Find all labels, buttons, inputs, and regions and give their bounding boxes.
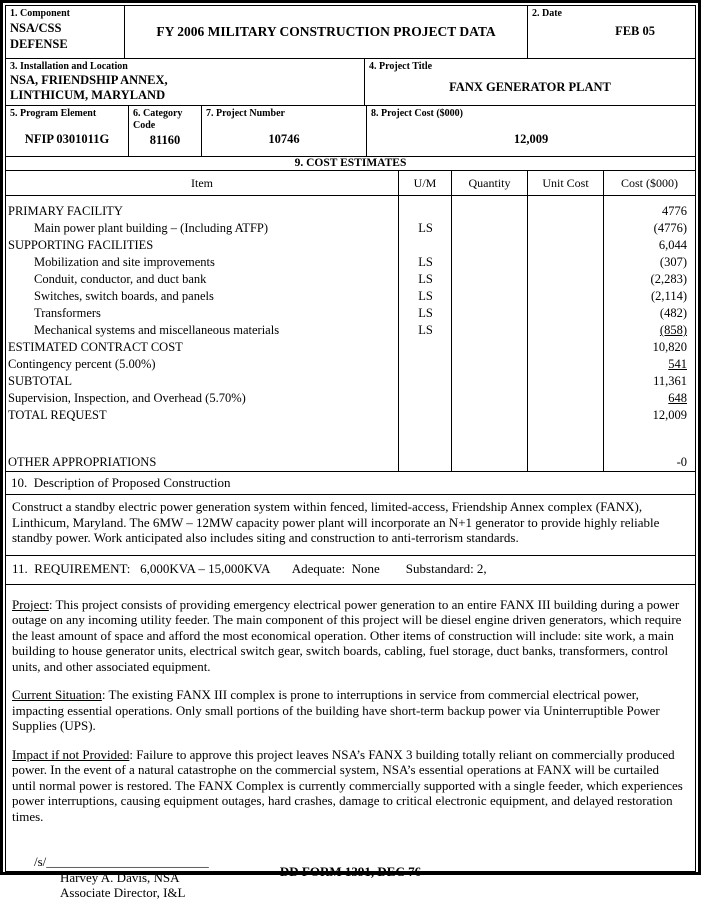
paragraph-label: Project (12, 596, 49, 612)
project-number-value: 10746 (268, 132, 300, 146)
table-row (6, 220, 695, 237)
project-number-cell (201, 106, 366, 156)
installation-value-line1: NSA, FRIENDSHIP ANNEX, (10, 73, 168, 87)
project-title-cell (364, 59, 695, 105)
column-header-um: U/M (398, 171, 451, 195)
cost-table-body (6, 196, 695, 472)
unit-cost-cell (528, 220, 604, 237)
table-row (6, 322, 695, 339)
installation-row (6, 59, 695, 106)
um-cell (399, 390, 452, 407)
requirement-line: 11. REQUIREMENT: 6,000KVA – 15,000KVA Adequate: None Substandard: 2, (6, 556, 695, 585)
unit-cost-cell (528, 305, 604, 322)
item-cell: TOTAL REQUEST (8, 408, 107, 422)
signature-line: /s/_________________________ (34, 854, 209, 869)
um-cell (399, 356, 452, 373)
unit-cost-cell (528, 373, 604, 390)
footer-text: DD FORM 1391, DEC 76 (279, 864, 422, 879)
um-cell: LS (418, 255, 433, 269)
category-code-value: 81160 (149, 133, 181, 147)
category-code-label: 6. Category Code (133, 108, 183, 131)
item-cell: Contingency percent (5.00%) (8, 357, 156, 371)
quantity-cell (452, 407, 528, 424)
quantity-cell (452, 305, 528, 322)
signature-name: Harvey A. Davis, NSA (60, 869, 180, 885)
requirement-paragraphs (6, 585, 695, 825)
table-row (6, 254, 695, 271)
column-divider (527, 196, 528, 471)
um-cell: LS (418, 221, 433, 235)
column-header-cost: Cost ($000) (603, 171, 695, 195)
cost-cell: 541 (668, 357, 687, 371)
um-cell (399, 407, 452, 424)
column-header-quantity: Quantity (451, 171, 527, 195)
item-cell: OTHER APPROPRIATIONS (8, 455, 157, 469)
unit-cost-cell (528, 254, 604, 271)
um-cell (399, 454, 452, 471)
quantity-cell (452, 339, 528, 356)
project-number-label: 7. Project Number (206, 108, 285, 119)
cost-cell: -0 (676, 455, 687, 469)
quantity-cell (452, 424, 528, 454)
component-value-line2: DEFENSE (10, 37, 68, 51)
installation-value-line2: LINTHICUM, MARYLAND (10, 88, 166, 102)
item-cell: Switches, switch boards, and panels (34, 289, 214, 303)
program-row (6, 106, 695, 157)
cost-cell: 6,044 (658, 238, 687, 252)
item-cell: Mobilization and site improvements (34, 255, 215, 269)
form-body (5, 5, 696, 900)
table-row (6, 237, 695, 254)
um-cell (399, 237, 452, 254)
program-element-cell (6, 106, 128, 156)
item-cell: Mechanical systems and miscellaneous materials (34, 323, 280, 337)
header-row (6, 6, 695, 59)
um-cell (399, 424, 452, 454)
item-cell: PRIMARY FACILITY (8, 204, 123, 218)
date-label: 2. Date (532, 8, 562, 19)
program-element-value: NFIP 0301011G (24, 132, 110, 146)
project-cost-label: 8. Project Cost ($000) (371, 108, 464, 119)
cost-cell: (858) (659, 323, 687, 337)
um-cell: LS (418, 272, 433, 286)
um-cell: LS (418, 323, 433, 337)
quantity-cell (452, 220, 528, 237)
paragraph-label: Impact if not Provided (12, 746, 130, 762)
column-divider (451, 196, 452, 471)
category-code-cell (128, 106, 201, 156)
date-cell (527, 6, 695, 58)
quantity-cell (452, 288, 528, 305)
unit-cost-cell (528, 407, 604, 424)
column-divider (398, 196, 399, 471)
unit-cost-cell (528, 356, 604, 373)
cost-cell: 12,009 (652, 408, 687, 422)
unit-cost-cell (528, 237, 604, 254)
installation-cell (6, 59, 364, 105)
cost-estimates-title: 9. COST ESTIMATES (6, 157, 695, 171)
quantity-cell (452, 203, 528, 220)
quantity-cell (452, 237, 528, 254)
um-cell: LS (418, 289, 433, 303)
item-cell: SUBTOTAL (8, 374, 73, 388)
quantity-cell (452, 356, 528, 373)
unit-cost-cell (528, 339, 604, 356)
component-value-line1: NSA/CSS (10, 21, 62, 35)
cost-cell: 648 (668, 391, 687, 405)
unit-cost-cell (528, 390, 604, 407)
table-row (6, 373, 695, 390)
unit-cost-cell (528, 288, 604, 305)
column-header-unit-cost: Unit Cost (527, 171, 603, 195)
unit-cost-cell (528, 203, 604, 220)
table-row (6, 407, 695, 424)
table-row (6, 424, 695, 454)
cost-cell: (2,283) (650, 272, 687, 286)
table-row (6, 339, 695, 356)
component-label: 1. Component (10, 8, 71, 19)
table-row (6, 454, 695, 471)
cost-cell: 4776 (662, 204, 687, 218)
um-cell (399, 339, 452, 356)
unit-cost-cell (528, 454, 604, 471)
cost-cell: 11,361 (653, 374, 687, 388)
column-divider (603, 196, 604, 471)
paragraph-label: Current Situation (12, 687, 102, 702)
table-row (6, 288, 695, 305)
component-cell (6, 6, 124, 58)
quantity-cell (452, 454, 528, 471)
date-value: FEB 05 (615, 24, 655, 38)
form-title-cell (124, 6, 527, 58)
um-cell: LS (418, 306, 433, 320)
project-cost-value: 12,009 (513, 132, 549, 146)
item-cell: Supervision, Inspection, and Overhead (5.70%) (8, 391, 246, 405)
item-cell: ESTIMATED CONTRACT COST (8, 340, 183, 354)
quantity-cell (452, 271, 528, 288)
table-row (6, 356, 695, 373)
installation-label: 3. Installation and Location (10, 61, 128, 72)
quantity-cell (452, 322, 528, 339)
cost-table-header (6, 171, 695, 196)
cost-cell: 10,820 (652, 340, 687, 354)
quantity-cell (452, 373, 528, 390)
item-cell: Main power plant building – (Including ATFP) (34, 221, 269, 235)
project-cost-cell (366, 106, 695, 156)
item-cell: Transformers (34, 306, 101, 320)
signature-title: Associate Director, I&L (60, 885, 186, 900)
table-row (6, 203, 695, 220)
item-cell: SUPPORTING FACILITIES (8, 238, 154, 252)
cost-cell (604, 424, 695, 454)
project-title-value: FANX GENERATOR PLANT (449, 80, 611, 94)
cost-cell: (307) (659, 255, 687, 269)
program-element-label: 5. Program Element (10, 108, 97, 119)
table-row (6, 390, 695, 407)
cost-cell: (482) (659, 306, 687, 320)
um-cell (399, 203, 452, 220)
unit-cost-cell (528, 322, 604, 339)
cost-cell: (4776) (653, 221, 687, 235)
quantity-cell (452, 254, 528, 271)
paragraph: Current Situation: The existing FANX III complex is prone to interruptions in service from commercial electrical power, impacting essential operations. Only small portions of the building have short-term backup power via Uninterruptible Power Supplies (UPS). (12, 687, 660, 733)
column-header-item: Item (191, 175, 213, 190)
unit-cost-cell (528, 271, 604, 288)
paragraph: Impact if not Provided: Failure to approve this project leaves NSA’s FANX 3 building totally reliant on commercially produced power. In the event of a natural catastrophe on the commercial system, NSA’s essential operations at FANX will be curtailed until normal power is restored. The FANX Complex is currently commercially supported with a single feeder, which experiences power interruptions, causing equipment outages, hard crashes, damage to critical electronic equipment, and delayed restoration times. (12, 746, 683, 824)
quantity-cell (452, 390, 528, 407)
table-row (6, 305, 695, 322)
project-title-label: 4. Project Title (369, 61, 433, 72)
description-body: Construct a standby electric power generation system within fenced, limited-access, Friendship Annex complex (FANX), Linthicum, Maryland. The 6MW – 12MW capacity power plant will incorporate an N+1 generator to provide highly reliable standby power. Work anticipated also includes siting and construction to anti-terrorism standards. (6, 495, 695, 556)
form-title: FY 2006 MILITARY CONSTRUCTION PROJECT DATA (156, 24, 496, 39)
description-heading: 10. Description of Proposed Construction (6, 472, 695, 495)
um-cell (399, 373, 452, 390)
table-row (6, 271, 695, 288)
item-cell: Conduit, conductor, and duct bank (34, 272, 207, 286)
unit-cost-cell (528, 424, 604, 454)
item-cell (6, 424, 399, 454)
cost-cell: (2,114) (651, 289, 687, 303)
paragraph: Project: This project consists of providing emergency electrical power generation to an entire FANX III building during a power outage on any incoming utility feeder. The main component of this project will be diesel engine driven generators, which require the least amount of space and afford the most economical operation. Other items of construction will include: site work, a main building to house generator units, electrical switch gear, switch boards, cabling, fuel storage, duct banks, transformers, control units, and other associated equipment. (12, 596, 682, 674)
